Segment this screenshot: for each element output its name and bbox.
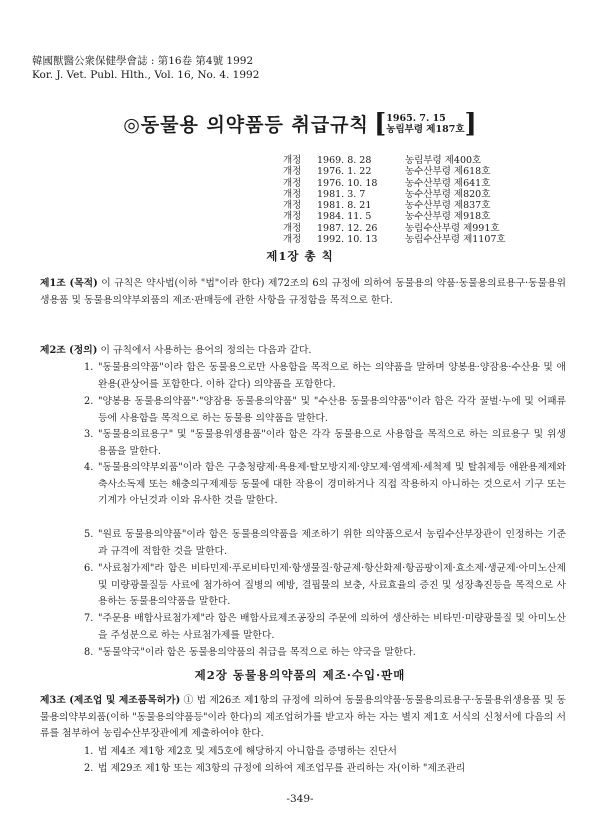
list-item	[84, 744, 566, 761]
item-number: 5.	[84, 529, 94, 540]
chapter-2-heading: 제2장 동물용의약품의 제조·수입·판매	[194, 668, 406, 682]
amendment-date: 1981. 8. 21	[317, 200, 372, 212]
item-text: 법 제4조 제1항 제2호 및 제5호에 해당하지 아니함을 증명하는 진단서	[98, 746, 398, 757]
list-item	[84, 645, 566, 662]
item-text: "동물용의료용구" 및 "동물용위생용품"이라 함은 각각 동물용으로 사용함을 목적으로 하는 의료용구 및 위생용품을 말한다.	[98, 429, 566, 457]
item-number: 8.	[84, 647, 94, 658]
item-number: 1.	[84, 362, 94, 373]
article-2-number: 제2조 (정의)	[40, 345, 98, 356]
amendment-row	[283, 234, 506, 245]
amendment-label: 개정	[283, 222, 302, 234]
amendment-date: 1992. 10. 13	[317, 234, 378, 246]
item-text: "동물용의약품"이라 함은 동물용으로만 사용함을 목적으로 하는 의약품을 말하며 양봉용·양잠용·수산용 및 애완용(관상어를 포함한다. 이하 같다) 의약품을 포함한다.	[98, 362, 566, 390]
list-item	[84, 561, 566, 611]
item-text: 법 제29조 제1항 또는 제3항의 규정에 의하여 제조업무를 관리하는 자(이하 "제조관리	[98, 763, 466, 774]
item-text: "주문용 배합사료첨가제"라 함은 배합사료제조공장의 주문에 의하여 생산하는 비타민·미량광물질 및 아미노산을 주성분으로 하는 사료첨가제를 말한다.	[98, 613, 566, 641]
amendment-row	[283, 178, 506, 189]
amendment-date: 1987. 12. 26	[317, 222, 378, 234]
article-3-text: ① 법 제26조 제1항의 규정에 의하여 동물용의약품·동물용의료용구·동물용위생용품 및 동물용의약부외품(이하 "동물용의약품등"이라 한다)의 제조업허가를 받고자 하는 자는 별지 제1호 서식의 신청서에 다음의 서류를 첨부하여 농림수산부장관에게 제출하여야 한다.	[40, 695, 566, 739]
article-2	[40, 343, 566, 360]
list-item	[84, 527, 566, 560]
amendment-row	[283, 189, 506, 200]
item-text: "동물약국"이라 함은 동물용의약품의 취급을 목적으로 하는 약국을 말한다.	[98, 647, 416, 658]
journal-header-korean: 韓國獸醫公衆保健學會誌 : 第16卷 第4號 1992	[32, 55, 254, 67]
article-3	[40, 693, 566, 743]
article-3-number: 제3조 (제조업 및 제조품목허가)	[40, 695, 181, 706]
article-1-number: 제1조 (목적)	[40, 278, 98, 289]
title-ordinance: 농림부령 제187호	[386, 123, 465, 135]
chapter-1-heading: 제1장 총 칙	[266, 249, 334, 263]
amendment-date: 1969. 8. 28	[317, 155, 372, 166]
amendment-row	[283, 166, 506, 177]
amendment-row	[283, 211, 506, 222]
item-number: 2.	[84, 396, 94, 407]
article-1-text: 이 규칙은 약사법(이하 "법"이라 한다) 제72조의 6의 규정에 의하여 동물용의 약품·동물용의료용구·동물용위생용품 및 동물용의약부외품의 제조·판매등에 관한 사항을 규정함을 목적으로 한다.	[40, 278, 567, 306]
amendment-ref: 농수산부령 제837호	[405, 200, 491, 212]
amendment-ref: 농림수산부령 제1107호	[405, 234, 506, 246]
title-bracket-open: [	[373, 108, 387, 139]
list-item	[84, 360, 566, 393]
title-date: 1965. 7. 15	[386, 112, 446, 124]
amendment-label: 개정	[283, 155, 302, 166]
amendment-label: 개정	[283, 200, 302, 212]
journal-header	[32, 54, 259, 82]
list-item	[84, 611, 566, 644]
amendment-ref: 농수산부령 제820호	[405, 188, 491, 200]
item-number: 3.	[84, 429, 94, 440]
article-2-text: 이 규칙에서 사용하는 용어의 정의는 다음과 같다.	[97, 345, 312, 356]
amendment-label: 개정	[283, 211, 302, 223]
document-title	[0, 110, 600, 137]
amendment-label: 개정	[283, 166, 302, 178]
item-number: 2.	[84, 763, 94, 774]
amendment-row	[283, 223, 506, 234]
amendment-date: 1984. 11. 5	[317, 211, 372, 223]
list-item	[84, 761, 566, 778]
amendment-label: 개정	[283, 188, 302, 200]
item-text: "원료 동물용의약품"이라 함은 동물용의약품을 제조하기 위한 의약품으로서 농림수산부장관이 인정하는 기준과 규격에 적합한 것을 말한다.	[98, 529, 566, 557]
page-number: -349-	[286, 793, 314, 805]
journal-header-english: Kor. J. Vet. Publ. Hlth., Vol. 16, No. 4. 1992	[32, 69, 260, 81]
item-number: 1.	[84, 746, 94, 757]
list-item	[84, 460, 566, 510]
amendment-label: 개정	[283, 234, 302, 246]
amendment-date: 1976. 10. 18	[317, 177, 378, 189]
item-number: 6.	[84, 563, 94, 574]
list-item	[84, 427, 566, 460]
title-date-block	[386, 113, 464, 135]
amendment-ref: 농림수산부령 제991호	[405, 222, 500, 234]
list-item	[84, 394, 566, 427]
amendment-label: 개정	[283, 177, 302, 189]
title-text: ◎동물용 의약품등 취급규칙	[123, 114, 369, 136]
amendment-date: 1981. 3. 7	[317, 188, 366, 200]
title-bracket-close: ]	[464, 108, 477, 139]
amendment-ref: 농수산부령 제641호	[405, 177, 491, 189]
item-text: "사료첨가제"라 함은 비타민제·푸로비타민제·항생물질·항균제·항산화제·항곰팡이제·효소제·생균제·아미노산제 및 미량광물질등 사료에 첨가하여 질병의 예방, 결핍물의 보충, 사료효율의 증진 및 성장촉진등을 목적으로 사용하는 동물용의약품을 말한다.	[98, 563, 566, 607]
amendment-date: 1976. 1. 22	[317, 166, 372, 178]
amendment-ref: 농림부령 제400호	[405, 155, 482, 166]
amendment-row	[283, 155, 506, 166]
item-text: "양봉용 동물용의약품"·"양잠용 동물용의약품" 및 "수산용 동물용의약품"이라 함은 각각 꿀벌·누에 및 어패류등에 사용함을 목적으로 하는 동물용 의약품을 말한다.	[98, 396, 566, 424]
amendment-row	[283, 200, 506, 211]
article-1	[40, 276, 566, 309]
amendment-ref: 농수산부령 제918호	[405, 211, 491, 223]
amendment-ref: 농수산부령 제618호	[405, 166, 491, 178]
item-text: "동물용의약부외품"이라 함은 구충청량제·욕용제·탈모방지제·양모제·염색제·세척제 및 탈취제등 애완용제제와 축사소독제 또는 해충의구제제등 동물에 대한 작용이 경미하거나 직접 작용하지 아니하는 것으로서 기구 또는 기계가 아닌것과 이와 유사한 것을 말한다.	[98, 462, 566, 506]
item-number: 7.	[84, 613, 94, 624]
amendment-list	[283, 155, 506, 245]
item-number: 4.	[84, 462, 94, 473]
